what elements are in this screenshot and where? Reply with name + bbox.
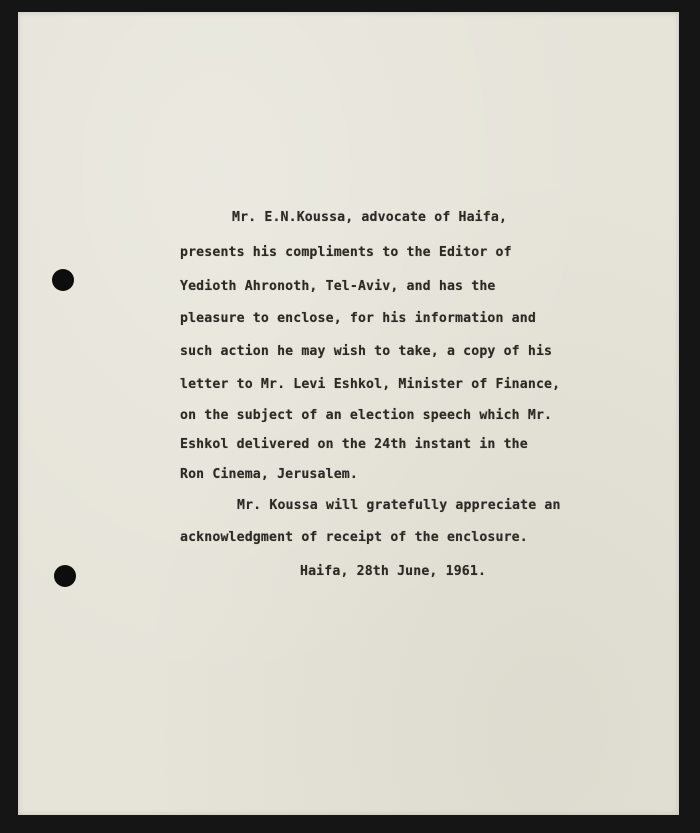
letter-line: acknowledgment of receipt of the enclosure. [180,530,528,545]
letter-line: Ron Cinema, Jerusalem. [180,467,358,482]
letter-date-line: Haifa, 28th June, 1961. [300,564,487,579]
letter-line: presents his compliments to the Editor of [180,245,512,260]
letter-line: Eshkol delivered on the 24th instant in the [180,437,528,452]
letter-line: such action he may wish to take, a copy of his [180,344,553,359]
letter-line: letter to Mr. Levi Eshkol, Minister of Finance, [180,377,561,392]
letter-line: Mr. Koussa will gratefully appreciate an [237,498,561,513]
letter-line: Yedioth Ahronoth, Tel-Aviv, and has the [180,279,496,294]
letter-line: on the subject of an election speech which Mr. [180,408,553,423]
letter-line: pleasure to enclose, for his information and [180,311,536,326]
letter-line-sender: Mr. E.N.Koussa, advocate of Haifa, [232,210,508,225]
